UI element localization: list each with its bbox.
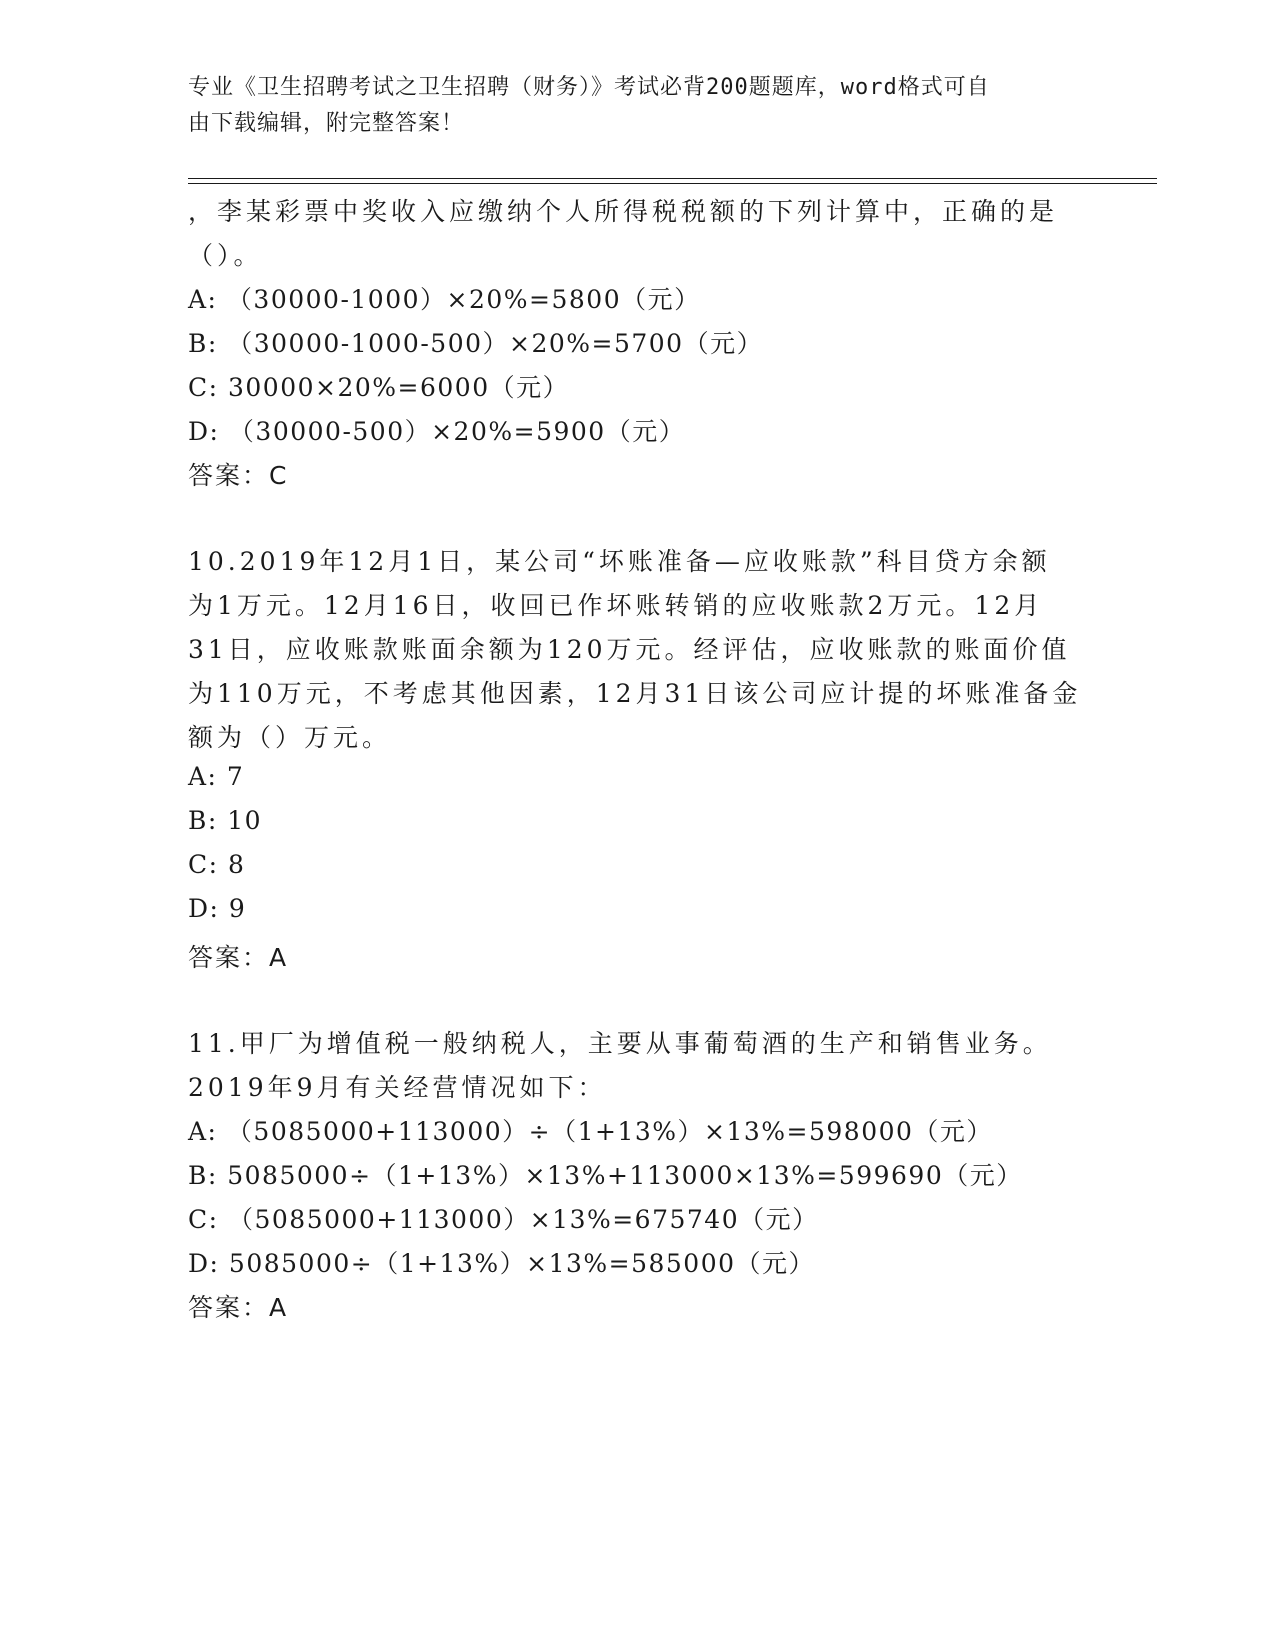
question-9-option-b: B: （30000-1000-500）×20%=5700（元） (188, 329, 764, 358)
question-9-option-c: C: 30000×20%=6000（元） (188, 373, 570, 402)
header-divider-bottom (188, 183, 1157, 184)
question-10-answer: 答案：A (188, 943, 289, 972)
question-9-option-a: A: （30000-1000）×20%=5800（元） (188, 285, 701, 314)
question-10-stem-line-1: 10.2019年12月1日，某公司“坏账准备—应收账款”科目贷方余额 (188, 547, 1051, 576)
question-10-option-a: A: 7 (188, 762, 245, 791)
question-11-option-c: C: （5085000+113000）×13%=675740（元） (188, 1205, 819, 1234)
question-11-answer: 答案：A (188, 1293, 289, 1322)
header-line-2: 由下载编辑，附完整答案！ (188, 111, 465, 136)
question-11-stem-line-1: 11.甲厂为增值税一般纳税人，主要从事葡萄酒的生产和销售业务。 (188, 1029, 1052, 1058)
question-10-stem-line-4: 为110万元，不考虑其他因素，12月31日该公司应计提的坏账准备金 (188, 679, 1082, 708)
question-9-answer: 答案：C (188, 461, 289, 490)
question-10-stem-line-5: 额为（）万元。 (188, 723, 392, 752)
question-9-stem-line-1: ，李某彩票中奖收入应缴纳个人所得税税额的下列计算中，正确的是 (188, 197, 1059, 226)
question-9-stem-line-2: （）。 (188, 241, 263, 270)
question-11-stem-line-2: 2019年9月有关经营情况如下： (188, 1073, 607, 1102)
question-11-option-a: A: （5085000+113000）÷（1+13%）×13%=598000（元） (188, 1117, 993, 1146)
header-line-1: 专业《卫生招聘考试之卫生招聘（财务）》考试必背200题题库，word格式可自 (188, 75, 990, 100)
question-9-option-d: D: （30000-500）×20%=5900（元） (188, 417, 686, 446)
question-10-stem-line-2: 为1万元。12月16日，收回已作坏账转销的应收账款2万元。12月 (188, 591, 1044, 620)
question-10-option-b: B: 10 (188, 806, 263, 835)
header-divider-top (188, 178, 1157, 179)
question-11-option-d: D: 5085000÷（1+13%）×13%=585000（元） (188, 1249, 816, 1278)
question-10-option-d: D: 9 (188, 894, 247, 923)
question-10-stem-line-3: 31日，应收账款账面余额为120万元。经评估，应收账款的账面价值 (188, 635, 1071, 664)
question-11-option-b: B: 5085000÷（1+13%）×13%+113000×13%=599690（元） (188, 1161, 1023, 1190)
question-10-option-c: C: 8 (188, 850, 246, 879)
document-header (188, 70, 1088, 142)
